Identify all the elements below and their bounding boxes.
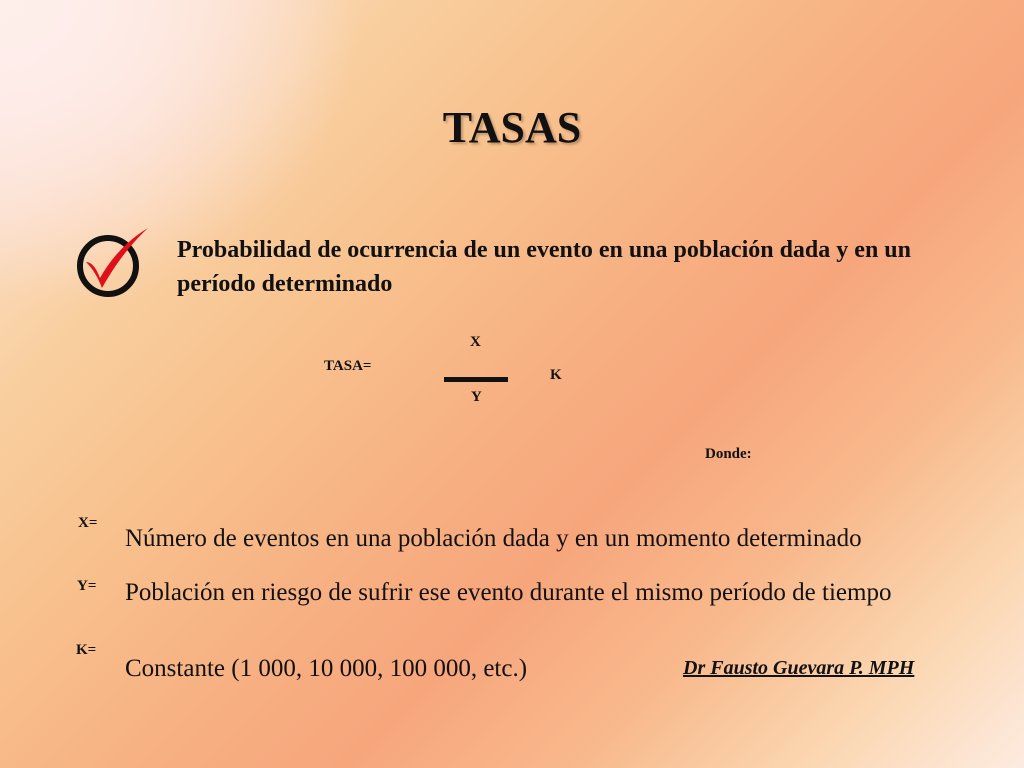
definition-text: Probabilidad de ocurrencia de un evento en una población dada y en un período determinado	[177, 237, 911, 297]
term-text-x: Número de eventos en una población dada y en un momento determinado	[125, 525, 862, 552]
slide-title: TASAS	[442, 103, 582, 152]
formula-lhs: TASA=	[324, 358, 372, 374]
author-credit: Dr Fausto Guevara P. MPH	[683, 657, 915, 679]
donde-label: Donde:	[705, 446, 752, 462]
formula-numerator: X	[470, 334, 481, 350]
term-label-y: Y=	[77, 578, 97, 594]
term-text-y: Población en riesgo de sufrir ese evento durante el mismo período de tiempo	[125, 579, 892, 606]
term-text-k: Constante (1 000, 10 000, 100 000, etc.)	[125, 655, 528, 682]
term-label-x: X=	[78, 515, 98, 531]
fraction-bar	[444, 377, 508, 382]
formula-multiplier: K	[550, 367, 562, 383]
term-label-k: K=	[76, 642, 97, 658]
checkmark-circle-icon	[70, 222, 154, 300]
formula-denominator: Y	[471, 389, 482, 405]
